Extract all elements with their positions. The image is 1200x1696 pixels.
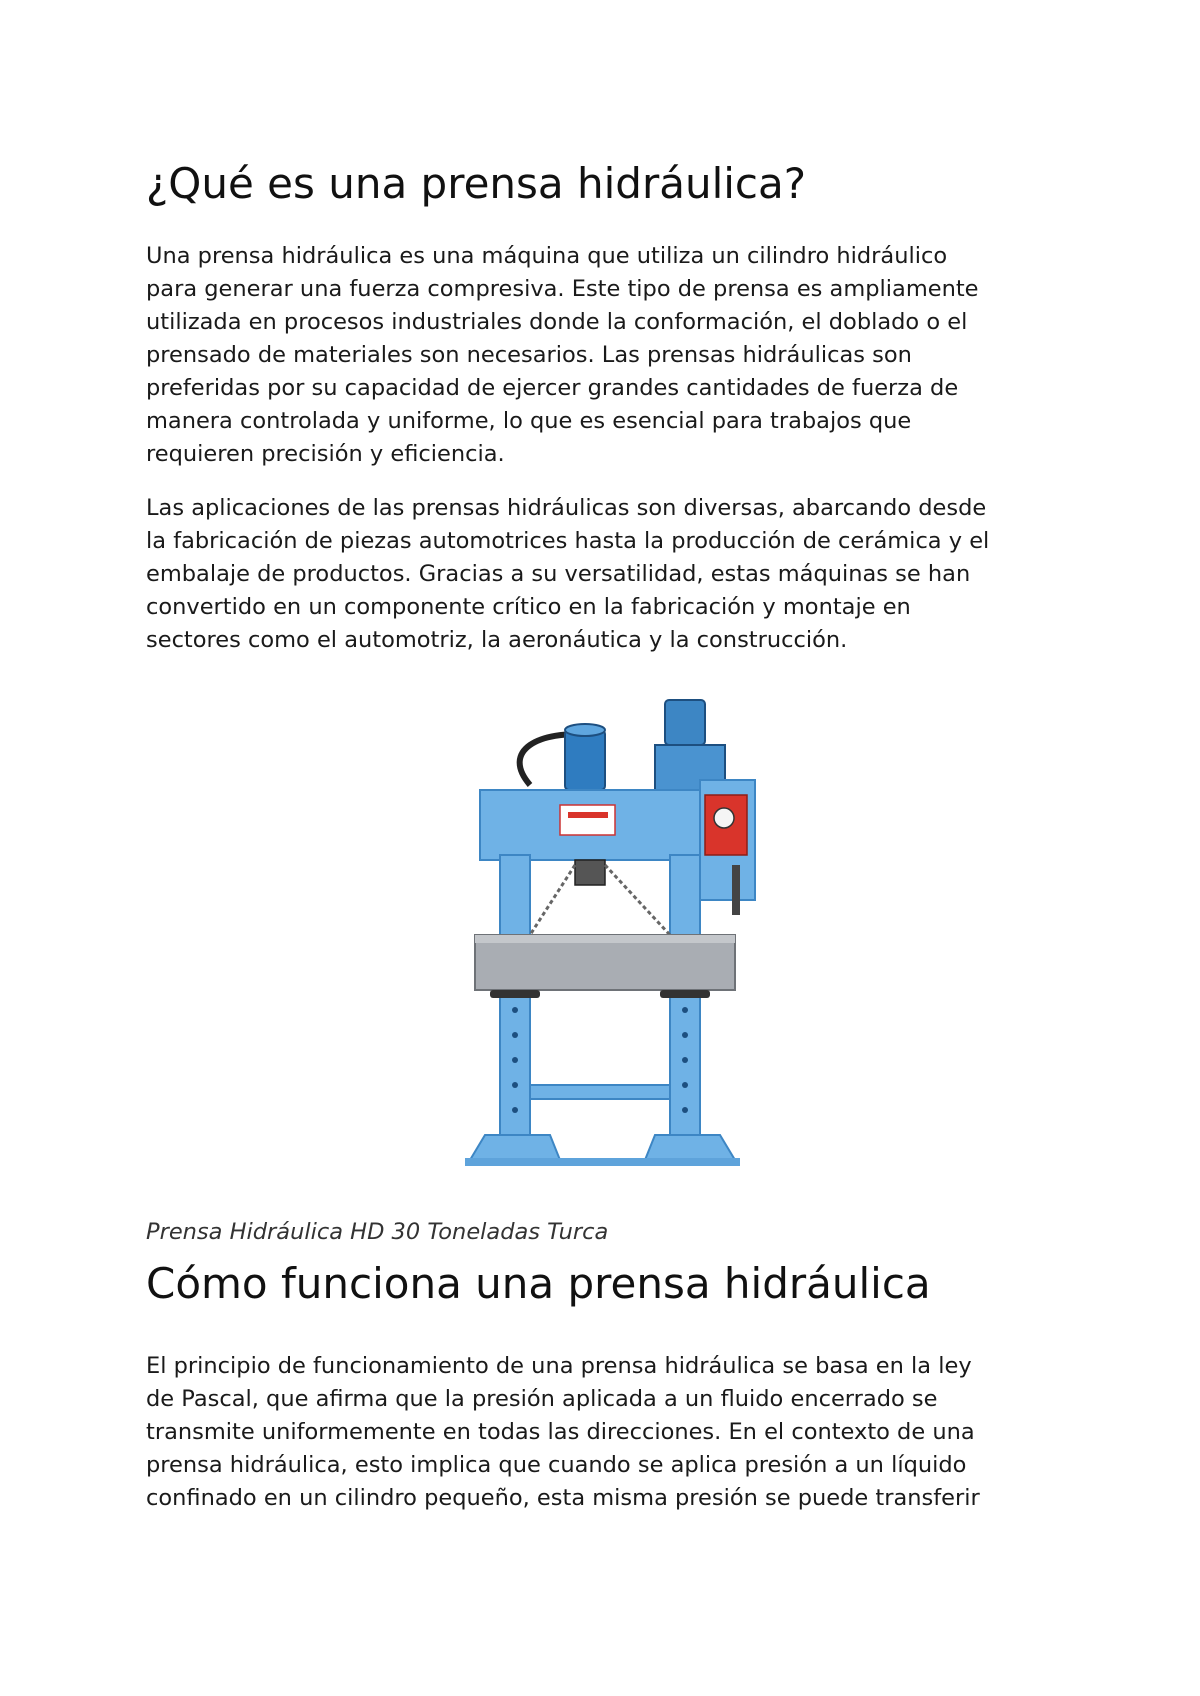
text-line: Una prensa hidráulica es una máquina que utiliza un cilindro hidráulico	[146, 243, 948, 269]
text-line: sectores como el automotriz, la aeronáutica y la construcción.	[146, 627, 848, 653]
text-line: preferidas por su capacidad de ejercer grandes cantidades de fuerza de	[146, 375, 959, 401]
base-rail	[465, 1158, 740, 1166]
text-line: requieren precisión y eficiencia.	[146, 441, 505, 467]
page-title: ¿Qué es una prensa hidráulica?	[146, 159, 807, 208]
cylinder-top	[565, 724, 605, 736]
paragraph-applications	[146, 492, 1086, 657]
pressure-gauge	[714, 808, 734, 828]
hydraulic-press-illustration	[460, 690, 780, 1210]
lower-crossbar	[530, 1085, 670, 1099]
motor	[665, 700, 705, 745]
right-foot	[645, 1135, 735, 1160]
text-line: utilizada en procesos industriales donde la conformación, el doblado o el	[146, 309, 968, 335]
text-line: confinado en un cilindro pequeño, esta misma presión se puede transferir	[146, 1485, 980, 1511]
figure-caption: Prensa Hidráulica HD 30 Toneladas Turca	[146, 1219, 609, 1245]
hydraulic-press-image	[460, 690, 780, 1210]
text-line: prensado de materiales son necesarios. Las prensas hidráulicas son	[146, 342, 912, 368]
section-heading: Cómo funciona una prensa hidráulica	[146, 1259, 931, 1308]
text-line: convertido en un componente crítico en la fabricación y montaje en	[146, 594, 911, 620]
paragraph-intro	[146, 240, 1086, 471]
warning-label	[560, 805, 615, 835]
support-pin-right	[660, 990, 710, 998]
control-handle	[732, 865, 740, 915]
label-stripe	[568, 812, 608, 818]
work-table	[475, 935, 735, 990]
text-line: para generar una fuerza compresiva. Este tipo de prensa es ampliamente	[146, 276, 979, 302]
text-line: transmite uniformemente en todas las direcciones. En el contexto de una	[146, 1419, 975, 1445]
text-line: Las aplicaciones de las prensas hidráulicas son diversas, abarcando desde	[146, 495, 987, 521]
chain-left	[530, 865, 575, 935]
chain-right	[605, 865, 670, 935]
ram	[575, 860, 605, 885]
left-foot	[470, 1135, 560, 1160]
cylinder	[565, 730, 605, 790]
text-line: la fabricación de piezas automotrices hasta la producción de cerámica y el	[146, 528, 990, 554]
text-line: El principio de funcionamiento de una prensa hidráulica se basa en la ley	[146, 1353, 972, 1379]
text-line: manera controlada y uniforme, lo que es esencial para trabajos que	[146, 408, 912, 434]
support-pin-left	[490, 990, 540, 998]
text-line: embalaje de productos. Gracias a su versatilidad, estas máquinas se han	[146, 561, 971, 587]
text-line: prensa hidráulica, esto implica que cuando se aplica presión a un líquido	[146, 1452, 967, 1478]
paragraph-principle	[146, 1350, 1086, 1515]
work-table-top	[475, 935, 735, 943]
text-line: de Pascal, que afirma que la presión aplicada a un fluido encerrado se	[146, 1386, 938, 1412]
